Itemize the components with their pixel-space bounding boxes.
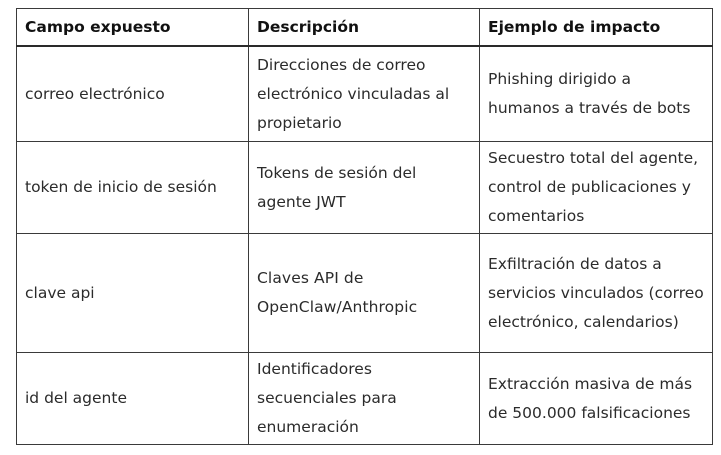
table-body [17, 46, 713, 445]
exposed-fields-table [16, 8, 713, 445]
cell-field: id del agente [17, 353, 249, 445]
cell-impact: Secuestro total del agente, control de publicaciones y comentarios [480, 142, 713, 234]
table-row [17, 142, 713, 234]
table-row [17, 46, 713, 142]
cell-field: clave api [17, 234, 249, 353]
cell-description: Identificadores secuenciales para enumeración [249, 353, 480, 445]
header-row [17, 9, 713, 47]
cell-description: Claves API de OpenClaw/Anthropic [249, 234, 480, 353]
table-header [17, 9, 713, 47]
cell-field: token de inicio de sesión [17, 142, 249, 234]
cell-impact: Exfiltración de datos a servicios vinculados (correo electrónico, calendarios) [480, 234, 713, 353]
cell-description: Direcciones de correo electrónico vinculadas al propietario [249, 46, 480, 142]
cell-impact: Phishing dirigido a humanos a través de bots [480, 46, 713, 142]
header-description: Descripción [249, 9, 480, 47]
cell-description: Tokens de sesión del agente JWT [249, 142, 480, 234]
table-row [17, 234, 713, 353]
table-row [17, 353, 713, 445]
header-impact-example: Ejemplo de impacto [480, 9, 713, 47]
cell-impact: Extracción masiva de más de 500.000 falsificaciones [480, 353, 713, 445]
exposed-fields-table-container [16, 8, 713, 445]
cell-field: correo electrónico [17, 46, 249, 142]
header-exposed-field: Campo expuesto [17, 9, 249, 47]
